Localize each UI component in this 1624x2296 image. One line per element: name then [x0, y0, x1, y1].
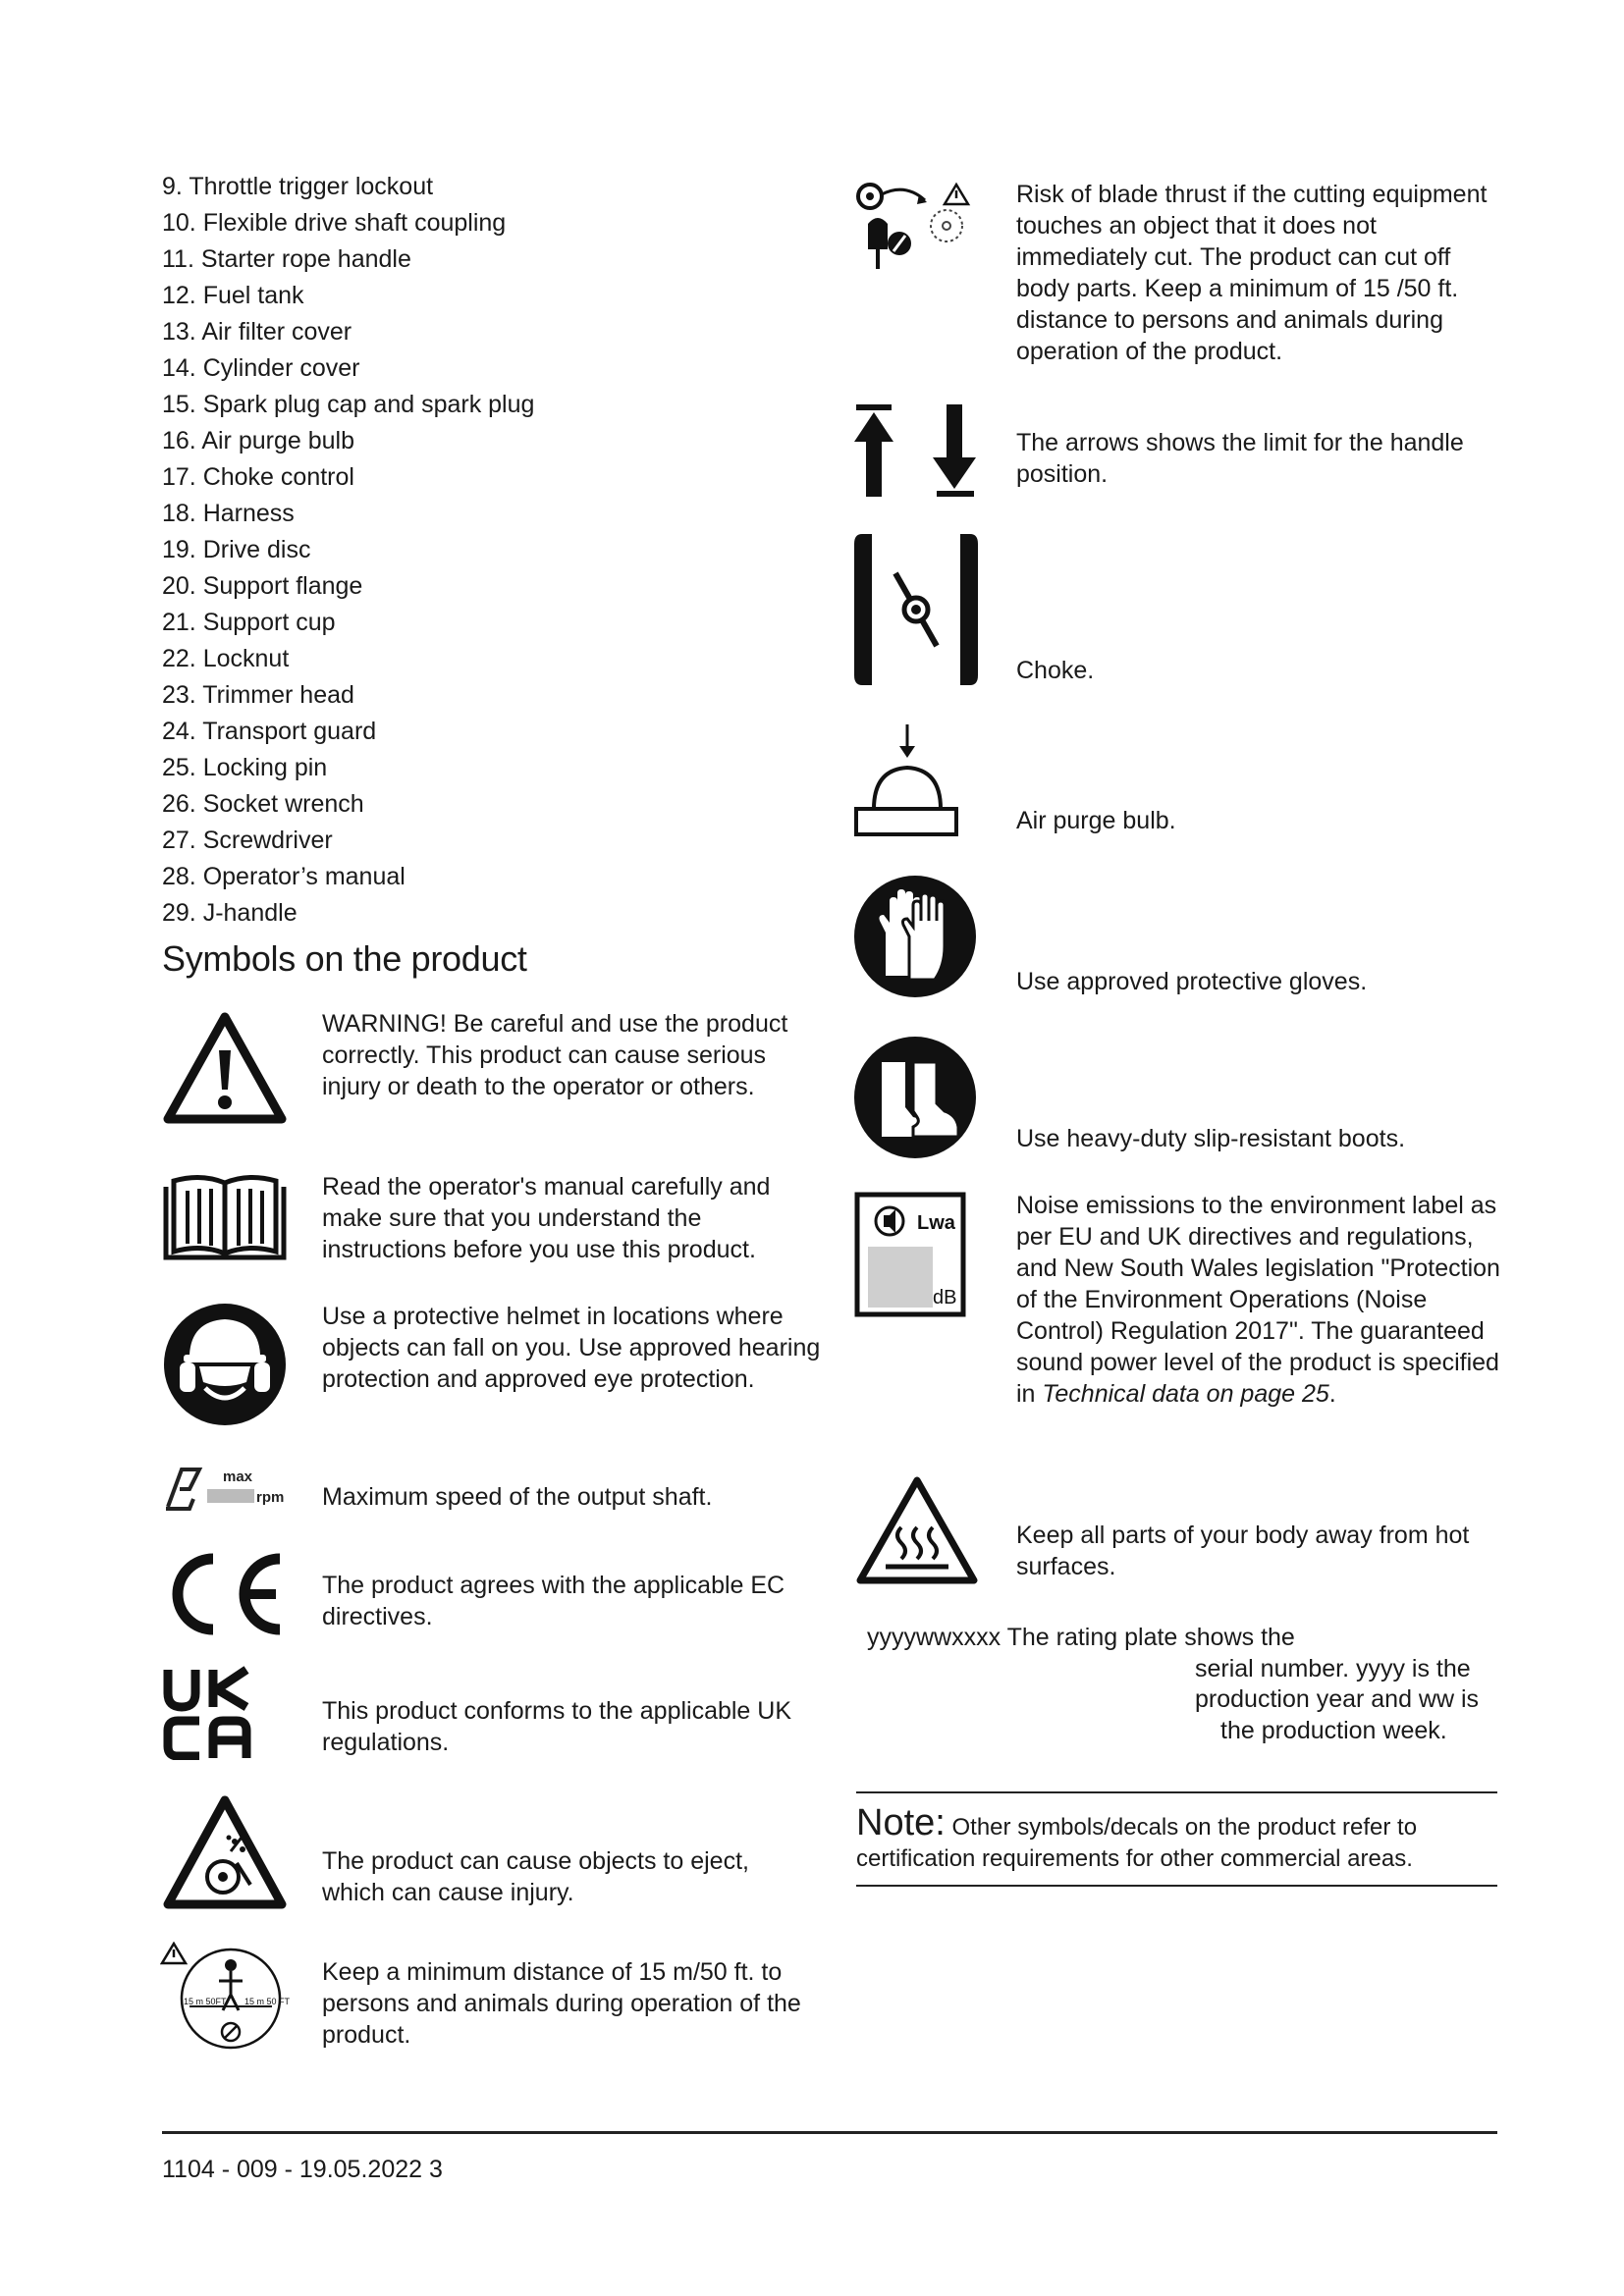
ce-mark-icon [162, 1549, 288, 1639]
blade-thrust-text: Risk of blade thrust if the cutting equipment touches an object that it does not immediately cut. The product can cut off body parts. Keep a minimum of 15 /50 ft. distance to persons and animals during operation of the product. [1016, 181, 1488, 365]
rating-plate-line2: serial number. yyyy is the [1195, 1655, 1471, 1682]
list-item: 21. Support cup [162, 609, 336, 636]
note-bottom-rule [856, 1885, 1497, 1887]
safety-boots-icon [852, 1035, 978, 1160]
list-item: 14. Cylinder cover [162, 354, 360, 382]
technical-data-link[interactable]: Technical data on page 25 [1042, 1380, 1329, 1408]
max-rpm-text: Maximum speed of the output shaft. [322, 1483, 713, 1511]
max-rpm-icon [160, 1460, 288, 1517]
choke-text: Choke. [1016, 657, 1095, 684]
rating-code: yyyywwxxxx [867, 1624, 1001, 1651]
helmet-text: Use a protective helmet in locations where objects can fall on you. Use approved hearing protection and approved eye protection. [322, 1303, 821, 1393]
manual-book-icon [162, 1173, 288, 1261]
gloves-text: Use approved protective gloves. [1016, 968, 1368, 995]
list-item: 12. Fuel tank [162, 282, 304, 309]
rating-plate-line1: yyyywwxxxx The rating plate shows the [867, 1624, 1295, 1651]
distance-left-label: 15 m 50FT [184, 1997, 227, 2006]
list-item: 10. Flexible drive shaft coupling [162, 209, 507, 237]
list-item: 25. Locking pin [162, 754, 328, 781]
lwa-label: Lwa [917, 1212, 955, 1234]
note-label: Note: [856, 1802, 946, 1843]
noise-emission-label-icon [854, 1192, 966, 1317]
list-item: 18. Harness [162, 500, 295, 527]
eject-text: The product can cause objects to eject, which can cause injury. [322, 1847, 749, 1906]
parts-list [162, 169, 534, 932]
warning-triangle-icon [162, 1011, 288, 1125]
list-item: 23. Trimmer head [162, 681, 354, 709]
handle-limit-text: The arrows shows the limit for the handle position. [1016, 429, 1464, 488]
distance-text: Keep a minimum distance of 15 m/50 ft. to persons and animals during operation of the product. [322, 1958, 801, 2049]
list-item: 19. Drive disc [162, 536, 311, 563]
note-box [856, 1804, 1504, 1875]
warning-text: WARNING! Be careful and use the product correctly. This product can cause serious injury or death to the operator or others. [322, 1010, 788, 1100]
db-label: dB [933, 1287, 957, 1308]
ukca-text: This product conforms to the applicable UK regulations. [322, 1697, 792, 1756]
list-item: 22. Locknut [162, 645, 290, 672]
air-purge-bulb-icon [852, 722, 960, 840]
list-item: 26. Socket wrench [162, 790, 364, 818]
distance-right-label: 15 m 50 FT [244, 1997, 291, 2006]
list-item: 15. Spark plug cap and spark plug [162, 391, 535, 418]
list-item: 20. Support flange [162, 572, 363, 600]
safety-distance-icon [160, 1942, 292, 2052]
list-item: 24. Transport guard [162, 718, 377, 745]
footer-rule [162, 2131, 1497, 2134]
list-item: 17. Choke control [162, 463, 354, 491]
note-top-rule [856, 1791, 1497, 1793]
boots-text: Use heavy-duty slip-resistant boots. [1016, 1125, 1406, 1152]
rpm-label: rpm [256, 1489, 285, 1506]
manual-text: Read the operator's manual carefully and make sure that you understand the instructions before you use this product. [322, 1173, 771, 1263]
object-eject-warning-icon [162, 1794, 288, 1910]
protective-gloves-icon [852, 874, 978, 999]
section-title: Symbols on the product [162, 938, 527, 979]
hot-surface-warning-icon [854, 1474, 980, 1586]
noise-text [1016, 1190, 1507, 1410]
handle-limit-arrows-icon [852, 402, 980, 501]
ukca-mark-icon [162, 1666, 256, 1760]
purge-bulb-text: Air purge bulb. [1016, 807, 1176, 834]
hot-surface-text: Keep all parts of your body away from hot surfaces. [1016, 1522, 1470, 1580]
noise-main-text: Noise emissions to the environment label as per EU and UK directives and regulations, and New South Wales legislation "Protection of the Environment Operations (Noise Control) Regulation 2017". The guaranteed sound power level of the product is specified in [1016, 1192, 1500, 1408]
list-item: 28. Operator’s manual [162, 863, 406, 890]
noise-end: . [1328, 1380, 1336, 1408]
list-item: 16. Air purge bulb [162, 427, 354, 454]
ce-text: The product agrees with the applicable EC directives. [322, 1572, 785, 1630]
list-item: 13. Air filter cover [162, 318, 352, 346]
choke-icon [852, 530, 980, 689]
note-text: Other symbols/decals on the product refer to certification requirements for other commercial areas. [856, 1814, 1418, 1872]
rating-plate-line3: production year and ww is [1195, 1685, 1480, 1713]
list-item: 11. Starter rope handle [162, 245, 411, 273]
blade-thrust-icon [854, 181, 980, 271]
list-item: 9. Throttle trigger lockout [162, 173, 434, 200]
rating-plate-line4: the production week. [1220, 1717, 1447, 1744]
list-item: 27. Screwdriver [162, 827, 333, 854]
helmet-protection-icon [162, 1302, 288, 1427]
page-footer: 1104 - 009 - 19.05.2022 3 [162, 2156, 443, 2183]
max-label: max [223, 1468, 253, 1485]
list-item: 29. J-handle [162, 899, 298, 927]
